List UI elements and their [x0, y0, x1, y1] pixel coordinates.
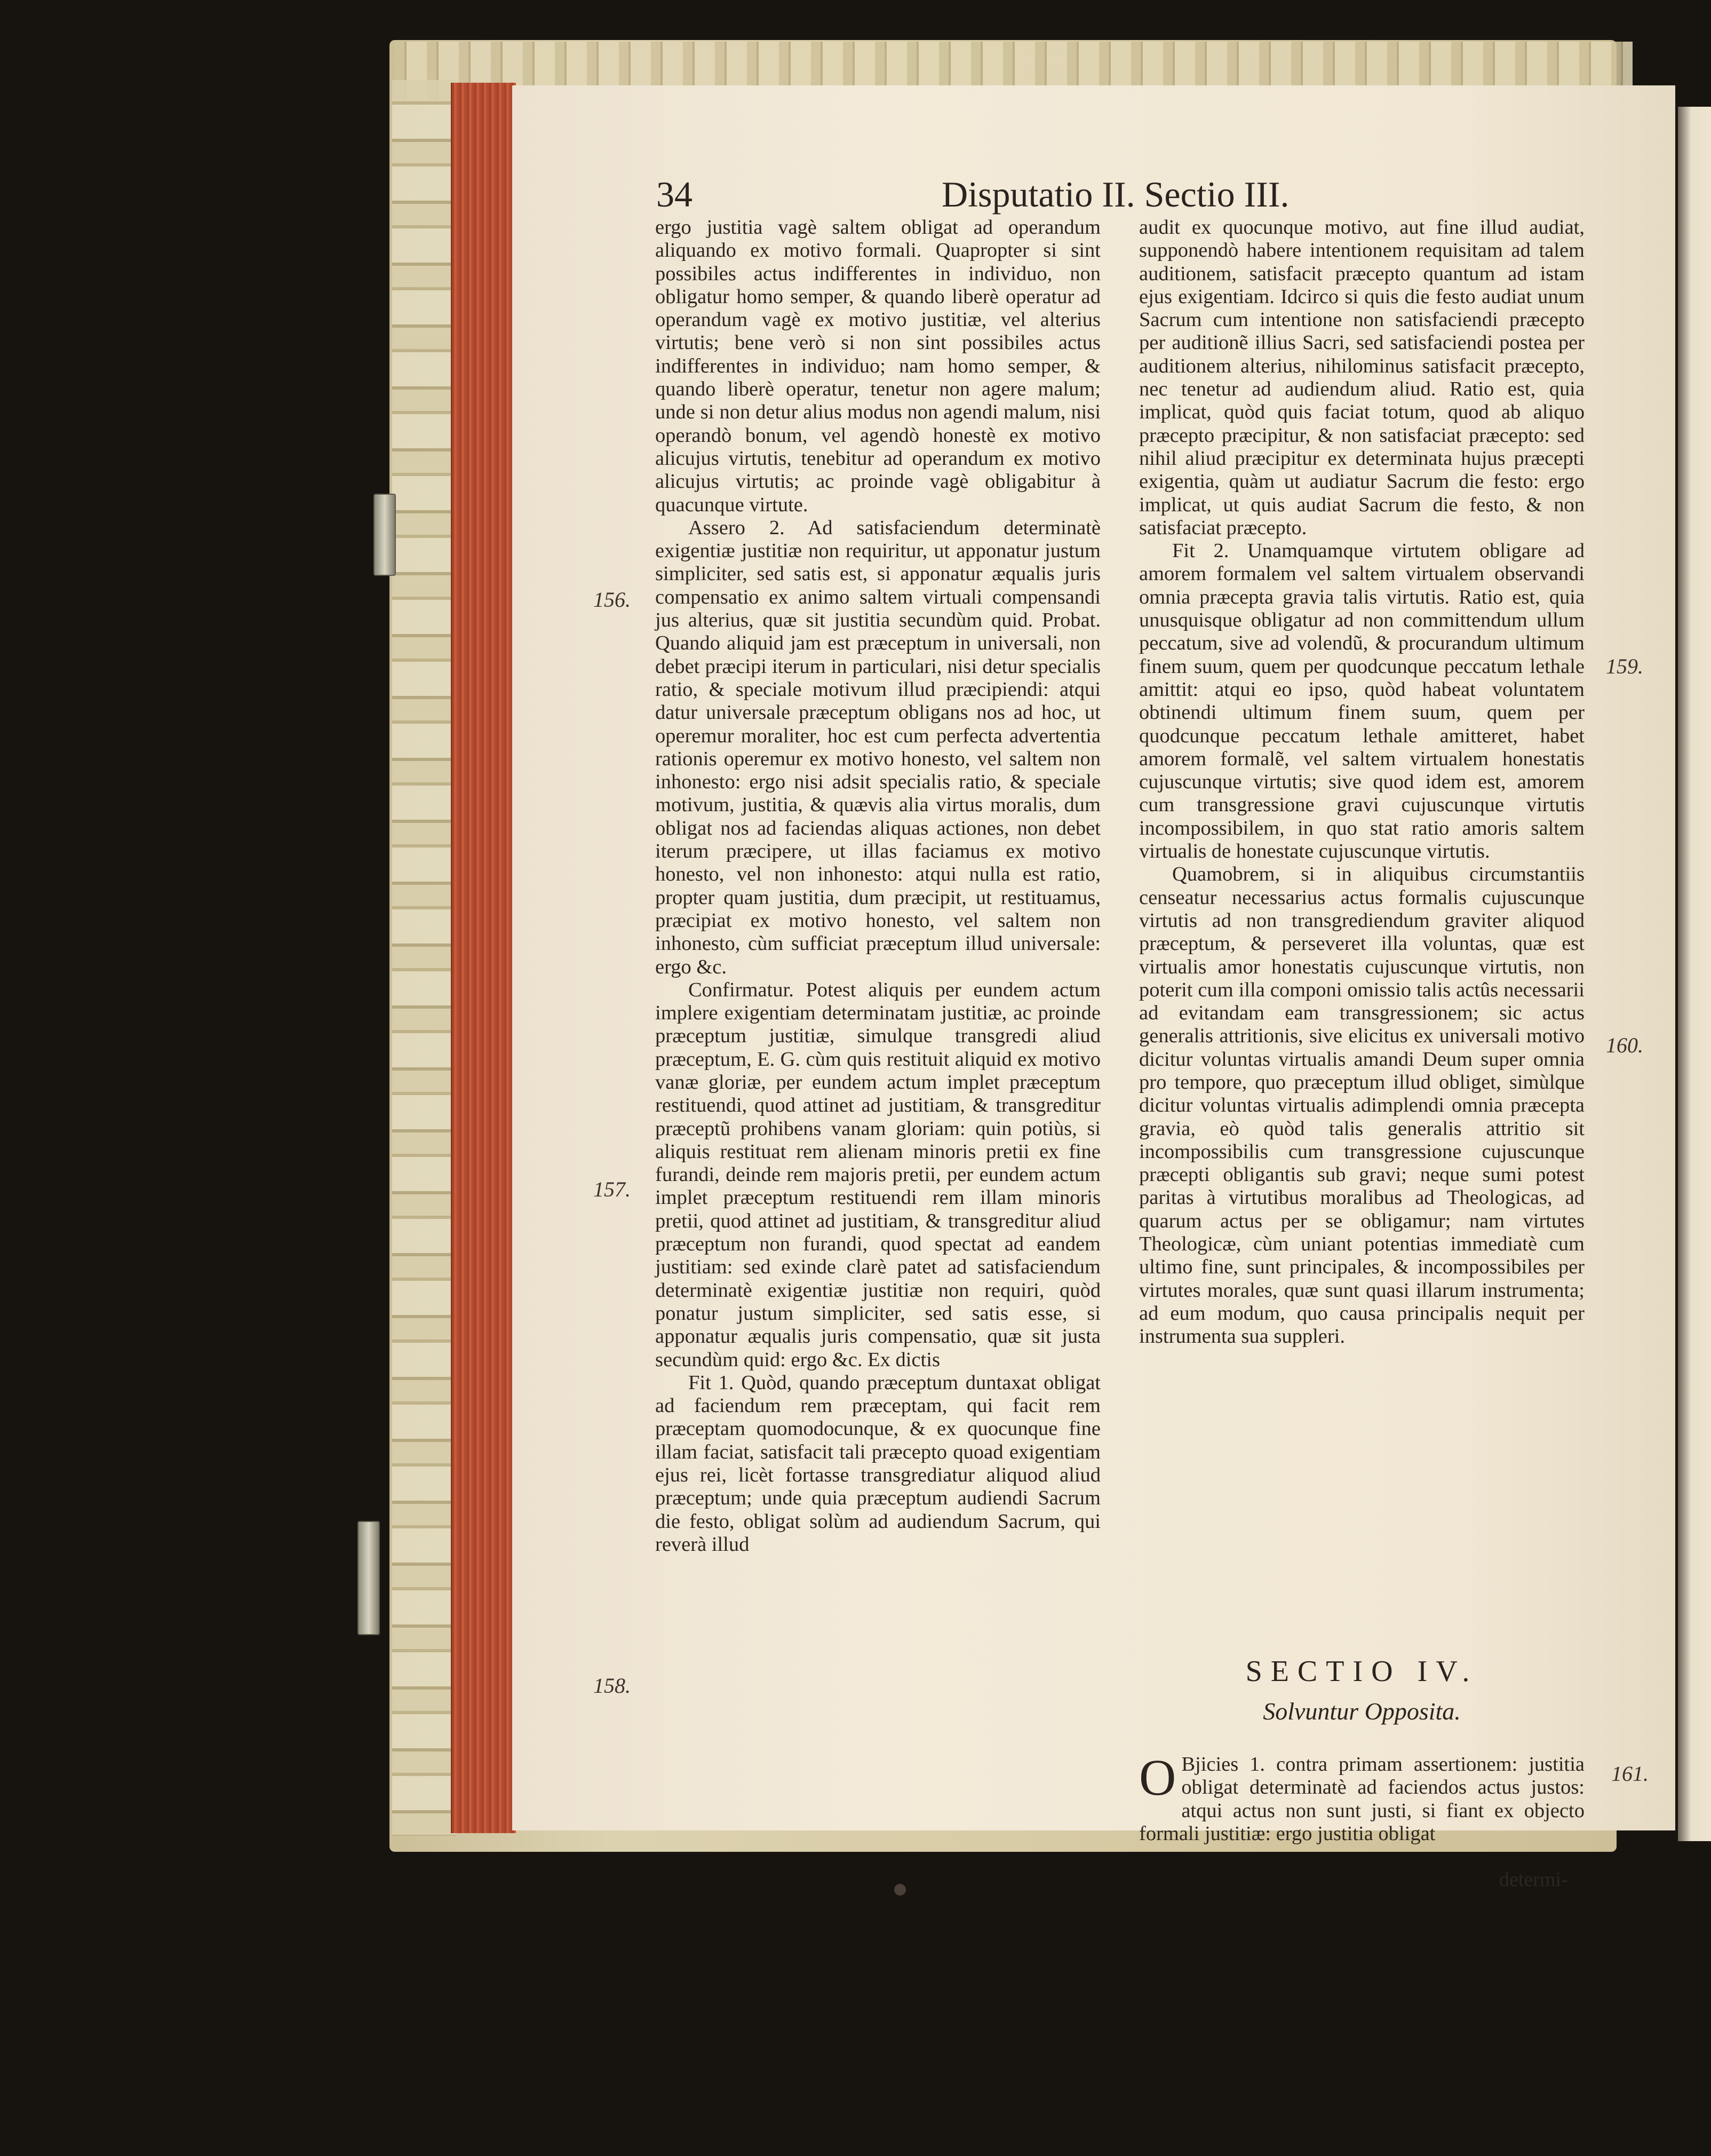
facing-page-edge	[1678, 107, 1711, 1841]
text-column-left	[655, 216, 1101, 1556]
paragraph-fit-1: Fit 1. Quòd, quando præceptum duntaxat obligat ad faciendum rem præceptam, qui facit rem præceptam quomodocunque, & ex quocunque fine illam faciat, satisfacit tali præcepto quoad exigentiam ejus rei, licèt fortasse transgrediatur aliquod aliud præceptum; unde quia præceptum audiendi Sacrum die festo, obligat solùm ad audiendum Sacrum, qui reverà illud	[655, 1371, 1101, 1556]
paragraph-continuation: ergo justitia vagè saltem obligat ad operandum aliquando ex motivo formali. Quapropter si sint possibiles actus indifferentes in individuo, non obligatur homo semper, & quando liberè operatur ad operandum vagè ex motivo justitiæ, vel alterius virtutis; bene verò si non sint possibiles actus indifferentes in individuo; nam homo semper, & quando liberè operatur, tenetur non agere malum; unde si non detur alius modus non agendi malum, nisi operandò bonum, vel agendò honestè ex motivo alicujus virtutis, tenebitur ad operandum ex motivo alicujus virtutis; ac proinde vagè obligabitur à quacunque virtute.	[655, 216, 1101, 516]
marginal-number-161: 161.	[1611, 1762, 1649, 1786]
paragraph-fit-2: Fit 2. Unamquamque virtutem obligare ad amorem formalem vel saltem virtualem observandi omnia præcepta gravia talis virtutis. Ratio est, quia unusquisque obligatur ad non committendum ullum peccatum, sive ad volendũ, & procurandum ultimum finem suum, quem per quodcunque peccatum lethale amittit: atqui eo ipso, quòd habeat voluntatem obtinendi ultimum finem suum, quem per quodcunque peccatum lethale amitteret, habet amorem formalẽ, vel saltem virtualem honestatis cujuscunque virtutis; sive quod idem est, amorem cum transgressione gravi cujuscunque virtutis incompossibilem, in quo stat ratio amoris saltem virtualis de honestate cujuscunque virtutis.	[1139, 540, 1585, 863]
section-subtitle: Solvuntur Opposita.	[1263, 1698, 1461, 1725]
drop-cap-initial: O	[1139, 1749, 1176, 1806]
marginal-number-156: 156.	[593, 588, 631, 612]
marginal-number-159: 159.	[1606, 654, 1643, 678]
section-heading: SECTIO IV.	[1245, 1655, 1478, 1688]
marginal-number-158: 158.	[593, 1674, 631, 1698]
catchword: determi-	[1499, 1868, 1568, 1891]
metal-clasp-upper	[373, 494, 396, 576]
text-column-right	[1139, 216, 1585, 1349]
metal-clasp-lower	[357, 1521, 380, 1635]
red-page-edges	[451, 83, 516, 1833]
running-title: Disputatio II. Sectio III.	[942, 174, 1290, 215]
paragraph-quamobrem: Quamobrem, si in aliquibus circumstantiis censeatur necessarius actus formalis cujuscunque virtutis ad non transgrediendum graviter aliquod præceptum, & perseveret illa voluntas, quæ est virtualis amor honestatis cujuscunque virtutis, non poterit cum illa componi omissio talis actûs necessarii ad evitandam eam transgressionem; sic actus generalis attritionis, sive elicitus ex universali motivo dicitur voluntas virtualis amandi Deum super omnia pro tempore, quo præceptum illud obliget, simùlque dicitur voluntas virtualis adimplendi omnia præcepta gravia, eò quòd talis generalis attritio sit incompossibilis cum transgressione cujuscunque præcepti obligantis sub gravi; neque sumi potest paritas à virtutibus moralibus ad Theologicas, ad quarum actus per se obligamur; nam virtutes Theologicæ, cùm uniant potentias immediatè cum ultimo fine, sunt principales, & incompossibiles per virtutes morales, quæ sunt quasi illarum instrumenta; ad eum modum, quo causa principalis nequit per instrumenta sua suppleri.	[1139, 863, 1585, 1348]
page-number: 34	[656, 174, 693, 215]
paragraph-objicies	[1139, 1749, 1585, 1845]
cover-spine-texture	[392, 80, 456, 1836]
ink-spot	[894, 1884, 906, 1896]
objection-text: Bjicies 1. contra primam assertionem: justitia obligat determinatè ad faciendos actus justos: atqui actus non sunt justi, si fiant ex objecto formali justitiæ: ergo justitia obligat	[1139, 1753, 1585, 1845]
paragraph-assero-2: Assero 2. Ad satisfaciendum determinatè exigentiæ justitiæ non requiritur, ut apponatur justum simpliciter, sed satis est, si apponatur æqualis juris compensatio ex animo saltem virtuali compensandi jus alterius, quæ sit justitia secundùm quid. Probat. Quando aliquid jam est præceptum in universali, non debet præcipi iterum in particulari, nisi detur specialis ratio, & speciale motivum illud præcipiendi: atqui datur universale præceptum obligans nos ad hoc, ut operemur moraliter, hoc est cum perfecta advertentia rationis operemur ex motivo honesto, vel saltem non inhonesto: ergo nisi adsit specialis ratio, & speciale motivum, justitia, & quævis alia virtus moralis, dum obligat nos ad faciendas aliquas actiones, non debet iterum præcipere, ut illas faciamus ex motivo honesto, vel non inhonesto: atqui nulla est ratio, propter quam justitia, dum præcipit, ut restituamus, præcipiat ex motivo honesto, vel saltem non inhonesto, cùm sufficiat præceptum illud universale: ergo &c.	[655, 516, 1101, 978]
marginal-number-157: 157.	[593, 1177, 631, 1201]
paragraph-confirmatur: Confirmatur. Potest aliquis per eundem actum implere exigentiam determinatam justitiæ, ac proinde præceptum justitiæ, simulque transgredi aliud præceptum, E. G. cùm quis restituit aliquid ex motivo vanæ gloriæ, per eundem actum implet præceptum restituendi, quod attinet ad justitiam, & transgreditur præceptũ prohibens vanam gloriam: quin potiùs, si aliquis restituat rem alienam minoris pretii ex fine furandi, deinde rem majoris pretii, per eundem actum implet præceptum restituendi rem illam minoris pretii, quod attinet ad justitiam, & transgreditur aliud præceptum non furandi, quod spectat ad eandem justitiam: sed exinde clarè patet ad satisfaciendum determinatè exigentiæ justitiæ non requiri, quòd ponatur justum simpliciter, sed satis esse, si apponatur æqualis juris compensatio, quæ sit justa secundùm quid: ergo &c. Ex dictis	[655, 978, 1101, 1371]
marginal-number-160: 160.	[1606, 1033, 1643, 1057]
paragraph-continuation-right: audit ex quocunque motivo, aut fine illud audiat, supponendò habere intentionem requisitam ad talem auditionem, satisfacit præcepto quantum ad istam ejus exigentiam. Idcirco si quis die festo audiat unum Sacrum cum intentione non satisfaciendi præcepto per auditionẽ illius Sacri, sed satisfaciendi postea per auditionem alterius, nihilominus satisfacit præcepto, nec tenetur ad audiendum aliud. Ratio est, quia implicat, quòd quis faciat totum, quod ab aliquo præcepto præcipitur, & non satisfaciat præcepto: sed nihil aliud præcipitur ex determinata hujus præcepti exigentia, quàm ut audiatur Sacrum die festo: ergo implicat, ut quis audiat Sacrum die festo, & non satisfaciat præcepto.	[1139, 216, 1585, 539]
